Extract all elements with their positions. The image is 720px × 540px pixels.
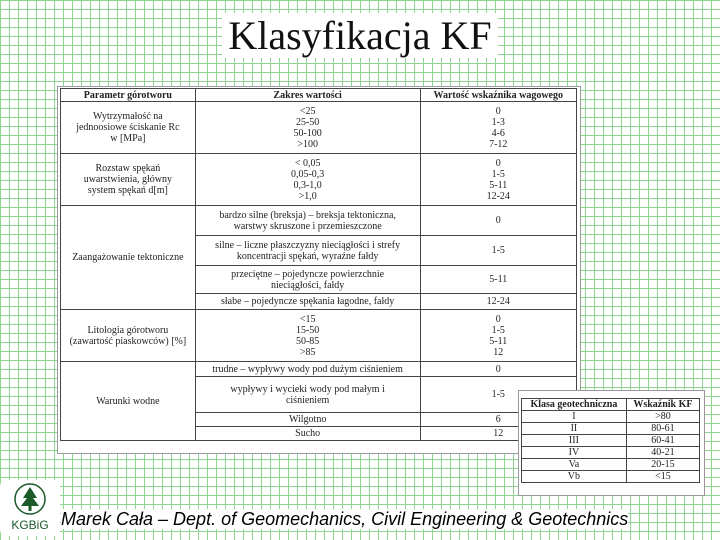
class-row — [522, 447, 700, 459]
class-kf: 60-41 — [626, 435, 699, 447]
class-name: IV — [522, 447, 627, 459]
joints-param: Rozstaw spękań uwarstwienia, główny system spękań d[m] — [61, 154, 196, 206]
water-weight-2: 1-5 — [420, 377, 576, 413]
header-range: Zakres wartości — [195, 89, 420, 102]
table-row-tectonic-1 — [61, 206, 577, 236]
water-range-1: trudne – wypływy wody pod dużym ciśnieniem — [195, 362, 420, 377]
lithology-ranges: <15 15-50 50-85 >85 — [195, 310, 420, 362]
water-weight-1: 0 — [420, 362, 576, 377]
class-row — [522, 423, 700, 435]
lithology-param: Litologia górotworu (zawartość piaskowców) [%] — [61, 310, 196, 362]
water-range-4: Sucho — [195, 427, 420, 441]
table-row-strength — [61, 102, 577, 154]
class-kf: 80-61 — [626, 423, 699, 435]
footer-text: Marek Cała – Dept. of Geomechanics, Civil Engineering & Geotechnics — [61, 509, 629, 529]
slide-title-text: Klasyfikacja KF — [222, 13, 497, 58]
class-row — [522, 411, 700, 423]
class-name: Va — [522, 459, 627, 471]
class-kf: >80 — [626, 411, 699, 423]
tectonic-param: Zaangażowanie tektoniczne — [61, 206, 196, 310]
joints-ranges: < 0,05 0,05-0,3 0,3-1,0 >1,0 — [195, 154, 420, 206]
tree-icon — [6, 482, 54, 516]
slide-title — [0, 12, 720, 59]
class-name: II — [522, 423, 627, 435]
water-range-2: wypływy i wycieki wody pod małym i ciśnieniem — [195, 377, 420, 413]
table-header-row — [61, 89, 577, 102]
water-range-3: Wilgotno — [195, 413, 420, 427]
tectonic-range-3: przeciętne – pojedyncze powierzchnie nieciągłości, fałdy — [195, 266, 420, 294]
table-row-joints — [61, 154, 577, 206]
water-weight-3: 6 — [420, 413, 576, 427]
water-param: Warunki wodne — [61, 362, 196, 441]
tectonic-weight-4: 12-24 — [420, 294, 576, 310]
kgbig-logo — [0, 480, 60, 536]
water-weight-4: 12 — [420, 427, 576, 441]
joints-weights: 0 1-5 5-11 12-24 — [420, 154, 576, 206]
lithology-weights: 0 1-5 5-11 12 — [420, 310, 576, 362]
kf-parameters-table — [60, 88, 577, 441]
class-row — [522, 459, 700, 471]
header-kf: Wskaźnik KF — [626, 399, 699, 411]
class-name: I — [522, 411, 627, 423]
header-weight: Wartość wskaźnika wagowego — [420, 89, 576, 102]
class-kf: <15 — [626, 471, 699, 483]
tectonic-range-1: bardzo silne (breksja) – breksja tektoniczna, warstwy skruszone i przemieszczone — [195, 206, 420, 236]
class-row — [522, 435, 700, 447]
slide-footer — [61, 509, 711, 533]
strength-weights: 0 1-3 4-6 7-12 — [420, 102, 576, 154]
class-name: Vb — [522, 471, 627, 483]
class-kf: 40-21 — [626, 447, 699, 459]
strength-ranges: <25 25-50 50-100 >100 — [195, 102, 420, 154]
class-header-row — [522, 399, 700, 411]
class-kf: 20-15 — [626, 459, 699, 471]
tectonic-weight-3: 5-11 — [420, 266, 576, 294]
strength-param: Wytrzymałość na jednoosiowe ściskanie Rc w [MPa] — [61, 102, 196, 154]
table-row-lithology — [61, 310, 577, 362]
header-parameter: Parametr górotworu — [61, 89, 196, 102]
header-class: Klasa geotechniczna — [522, 399, 627, 411]
class-name: III — [522, 435, 627, 447]
logo-text: KGBiG — [11, 518, 49, 532]
tectonic-range-4: słabe – pojedyncze spękania łagodne, fałdy — [195, 294, 420, 310]
table-row-water-1 — [61, 362, 577, 377]
class-row — [522, 471, 700, 483]
geotechnical-class-table — [521, 398, 700, 483]
tectonic-range-2: silne – liczne płaszczyzny nieciągłości i strefy koncentracji spękań, wyraźne fałdy — [195, 236, 420, 266]
tectonic-weight-2: 1-5 — [420, 236, 576, 266]
tectonic-weight-1: 0 — [420, 206, 576, 236]
